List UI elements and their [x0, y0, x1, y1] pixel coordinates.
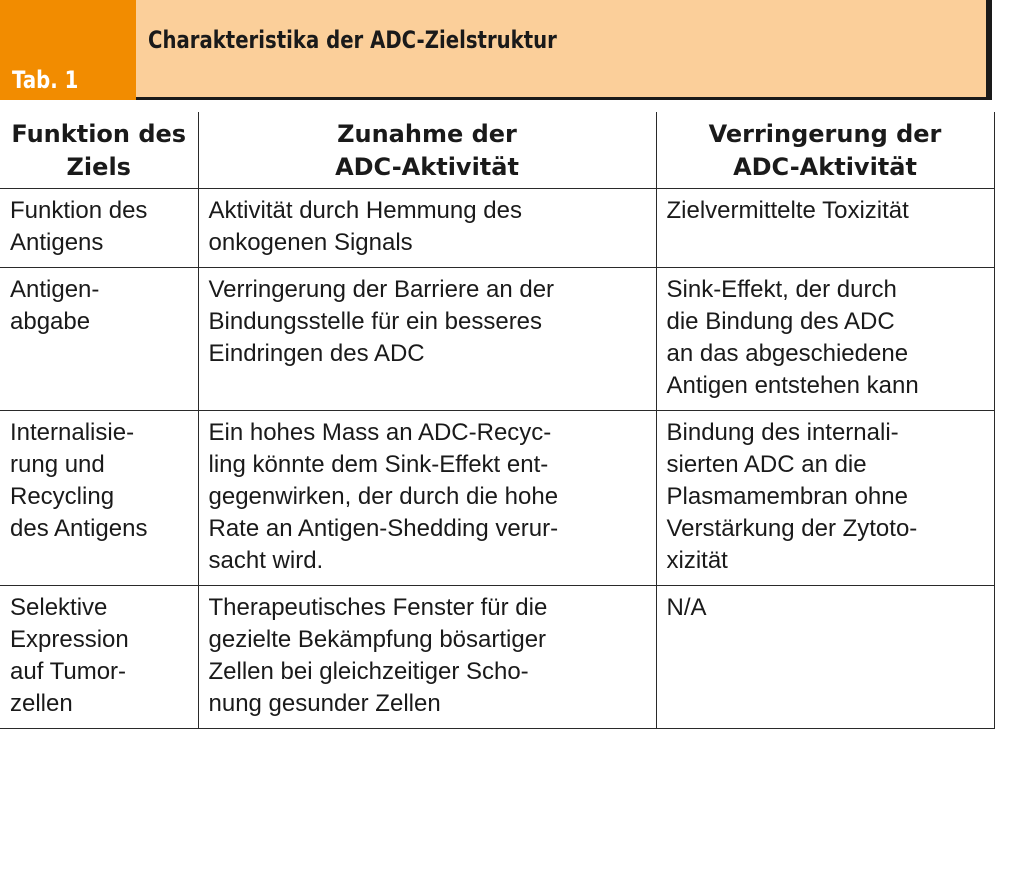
column-header-decrease	[656, 112, 994, 189]
cell-text-line: Aktivität durch Hemmung des	[208, 197, 522, 224]
cell-text-line: Antigens	[10, 229, 104, 256]
cell-text-line: die Bindung des ADC	[666, 308, 895, 335]
table-row	[0, 189, 994, 268]
cell-function	[0, 411, 198, 586]
cell-text-line: Eindringen des ADC	[208, 340, 425, 367]
cell-text-line: Ein hohes Mass an ADC-Recyc-	[208, 419, 552, 446]
table-header	[0, 0, 992, 100]
cell-text-line: Funktion des	[10, 197, 148, 224]
header-line: Funktion des	[11, 120, 187, 148]
column-header-function	[0, 112, 198, 189]
cell-function	[0, 586, 198, 729]
cell-text-line: zellen	[10, 690, 73, 717]
cell-decrease	[656, 586, 994, 729]
table-body	[0, 189, 994, 729]
table-title: Charakteristika der ADC-Zielstruktur	[148, 26, 557, 54]
cell-increase	[198, 189, 656, 268]
cell-text-line: abgabe	[10, 308, 91, 335]
cell-text-line: onkogenen Signals	[208, 229, 413, 256]
cell-text-line: gezielte Bekämpfung bösartiger	[208, 626, 547, 653]
cell-text-line: Expression	[10, 626, 129, 653]
cell-text-line: N/A	[666, 594, 707, 621]
table-title-bar	[136, 0, 992, 100]
cell-increase	[198, 586, 656, 729]
cell-text-line: Selektive	[10, 594, 108, 621]
cell-text-line: Therapeutisches Fenster für die	[208, 594, 548, 621]
table-row	[0, 268, 994, 411]
cell-increase	[198, 411, 656, 586]
cell-text-line: ling könnte dem Sink-Effekt ent-	[208, 451, 549, 478]
cell-text-line: Internalisie-	[10, 419, 135, 446]
cell-text-line: xizität	[666, 547, 728, 574]
table-header-row	[0, 112, 994, 189]
cell-text-line: sacht wird.	[208, 547, 324, 574]
cell-text-line: Verstärkung der Zytoto-	[666, 515, 918, 542]
cell-increase	[198, 268, 656, 411]
cell-text-line: Verringerung der Barriere an der	[208, 276, 555, 303]
header-line: ADC-Aktivität	[335, 153, 519, 181]
cell-text-line: Bindungsstelle für ein besseres	[208, 308, 543, 335]
header-line: Ziels	[66, 153, 131, 181]
cell-function	[0, 189, 198, 268]
cell-text-line: Rate an Antigen-Shedding verur-	[208, 515, 559, 542]
cell-text-line: des Antigens	[10, 515, 148, 542]
table-number-label	[0, 0, 136, 100]
column-header-increase	[198, 112, 656, 189]
cell-text-line: Bindung des internali-	[666, 419, 899, 446]
cell-text-line: sierten ADC an die	[666, 451, 867, 478]
table-number-text: Tab. 1	[12, 66, 79, 94]
cell-text-line: gegenwirken, der durch die hohe	[208, 483, 559, 510]
cell-text-line: Zielvermittelte Toxizität	[666, 197, 909, 224]
cell-text-line: Plasmamembran ohne	[666, 483, 908, 510]
cell-text-line: Antigen entstehen kann	[666, 372, 919, 399]
header-line: ADC-Aktivität	[733, 153, 917, 181]
header-line: Zunahme der	[337, 120, 517, 148]
cell-text-line: Zellen bei gleichzeitiger Scho-	[208, 658, 529, 685]
cell-text-line: Antigen-	[10, 276, 100, 303]
cell-decrease	[656, 268, 994, 411]
cell-function	[0, 268, 198, 411]
cell-text-line: Sink-Effekt, der durch	[666, 276, 897, 303]
cell-text-line: rung und	[10, 451, 105, 478]
header-line: Verringerung der	[708, 120, 942, 148]
cell-decrease	[656, 189, 994, 268]
table-row	[0, 411, 994, 586]
adc-target-table	[0, 112, 995, 729]
cell-decrease	[656, 411, 994, 586]
cell-text-line: nung gesunder Zellen	[208, 690, 441, 717]
cell-text-line: auf Tumor-	[10, 658, 127, 685]
cell-text-line: Recycling	[10, 483, 115, 510]
cell-text-line: an das abgeschiedene	[666, 340, 909, 367]
table-row	[0, 586, 994, 729]
